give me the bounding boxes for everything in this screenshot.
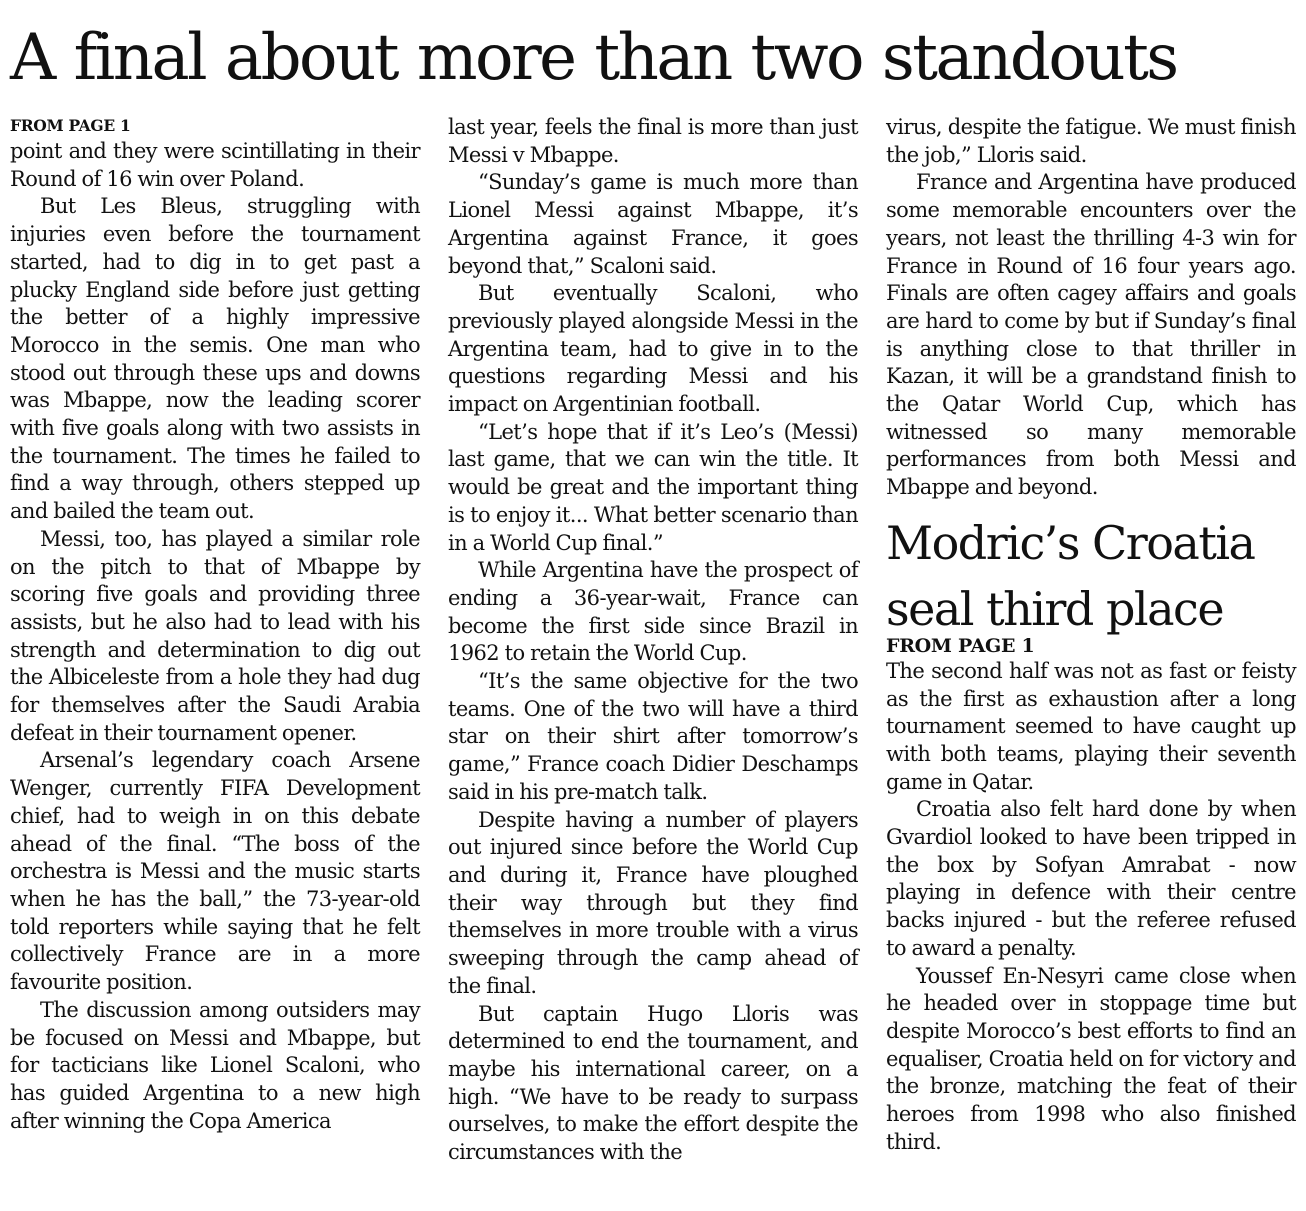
paragraph: “Sunday’s game is much more than Lionel Messi against Mbappe, it’s Argentina against France, it goes beyond that,” Scaloni said.	[448, 170, 858, 278]
paragraph: The second half was not as fast or feisty as the first as exhaustion after a long tournament seemed to have caught up with both teams, playing their seventh game in Qatar.	[886, 658, 1296, 794]
article-column-3	[886, 114, 1296, 1157]
column-3-text	[886, 114, 1296, 502]
paragraph: The discussion among outsiders may be focused on Messi and Mbappe, but for tacticians like Lionel Scaloni, who has guided Argentina to a new high after winning the Copa America	[10, 997, 420, 1133]
paragraph: Youssef En-Nesyri came close when he headed over in stoppage time but despite Morocco’s best efforts to find an equaliser, Croatia held on for victory and the bronze, matching the feat of their heroes from 1998 who also finished third.	[886, 963, 1296, 1154]
paragraph: “It’s the same objective for the two teams. One of the two will have a third star on their shirt after tomorrow’s game,” France coach Didier Deschamps said in his pre-match talk.	[448, 669, 858, 804]
paragraph: Despite having a number of players out injured since before the World Cup and during it, France have ploughed their way through but they find themselves in more trouble with a virus sweeping through the camp ahead of the final.	[448, 807, 858, 998]
paragraph: Arsenal’s legendary coach Arsene Wenger, currently FIFA Development chief, had to weigh in on this debate ahead of the final. “The boss of the orchestra is Messi and the music starts when he has the ball,” the 73-year-old told reporters while saying that he felt collectively France are in a more favourite position.	[10, 748, 420, 995]
secondary-article-text	[886, 658, 1296, 1157]
article-column-2	[448, 114, 858, 1167]
paragraph: But eventually Scaloni, who previously played alongside Messi in the Argentina team, had to give in to the questions regarding Messi and his impact on Argentinian football.	[448, 281, 858, 417]
paragraph: While Argentina have the prospect of ending a 36-year-wait, France can become the first side since Brazil in 1962 to retain the World Cup.	[448, 558, 858, 666]
paragraph: Messi, too, has played a similar role on the pitch to that of Mbappe by scoring five goals and providing three assists, but he also had to lead with his strength and determination to dig out the Albiceleste from a hole they had dug for themselves after the Saudi Arabia defeat in their tournament opener.	[10, 526, 420, 745]
column-2-text	[448, 114, 858, 1167]
paragraph: last year, feels the final is more than just Messi v Mbappe.	[448, 115, 858, 167]
article-column-1	[10, 114, 420, 1135]
paragraph: virus, despite the fatigue. We must finish the job,” Lloris said.	[886, 115, 1296, 167]
paragraph: “Let’s hope that if it’s Leo’s (Messi) last game, that we can win the title. It would be great and the important thing is to enjoy it... What better scenario than in a World Cup final.”	[448, 419, 858, 555]
headline: A final about more than two standouts	[10, 21, 1177, 95]
paragraph: But Les Bleus, struggling with injuries even before the tournament started, had to dig in to get past a plucky England side before just getting the better of a highly impressive Morocco in the semis. One man who stood out through these ups and downs was Mbappe, now the leading scorer with five goals along with two assists in the tournament. The times he failed to find a way through, others stepped up and bailed the team out.	[10, 194, 420, 524]
column-1-text	[10, 138, 420, 1135]
paragraph: France and Argentina have produced some memorable encounters over the years, not least the thrilling 4-3 win for France in Round of 16 four years ago. Finals are often cagey affairs and goals are hard to come by but if Sunday’s final is anything close to that thriller in Kazan, it will be a grandstand finish to the Qatar World Cup, which has witnessed so many memorable performances from both Messi and Mbappe and beyond.	[886, 170, 1296, 500]
paragraph: But captain Hugo Lloris was determined to end the tournament, and maybe his international career, on a high. “We have to be ready to surpass ourselves, to make the effort despite the circumstances with the	[448, 1001, 858, 1165]
paragraph: Croatia also felt hard done by when Gvardiol looked to have been tripped in the box by Sofyan Amrabat - now playing in defence with their centre backs injured - but the referee refused to award a penalty.	[886, 797, 1296, 960]
secondary-kicker: FROM PAGE 1	[886, 634, 1035, 657]
secondary-headline: Modric’s Croatia seal third place	[886, 515, 1255, 636]
paragraph: point and they were scintillating in their Round of 16 win over Poland.	[10, 139, 420, 191]
continuation-kicker: FROM PAGE 1	[10, 116, 131, 135]
